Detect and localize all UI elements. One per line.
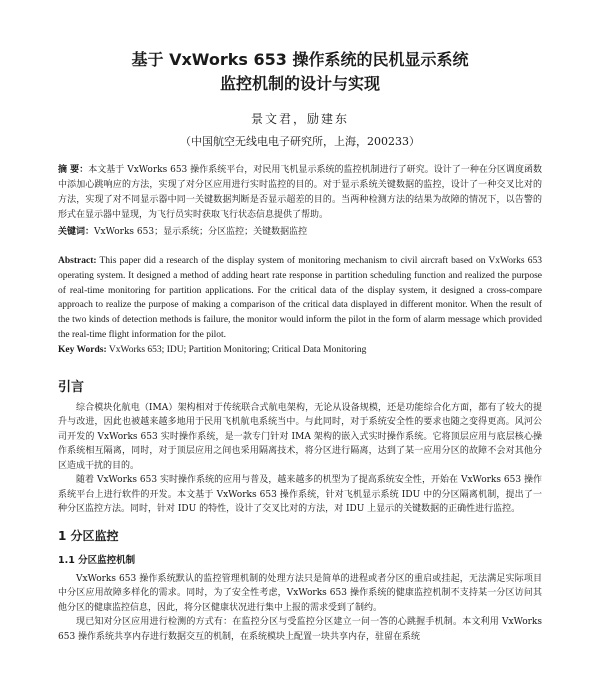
intro-paragraph-1: 综合模块化航电（IMA）架构相对于传统联合式航电架构，无论从设备规模，还是功能综合化方面，都有了较大的提升与改进，因此也被越来越多地用于民用飞机航电系统当中。与此同时，对于系统安全性的要求也随之变得更高。风河公司开发的 VxWorks 653 实时操作系统，是一款专门针对 IMA 架构的嵌入式实时操作系统。它将顶层应用与底层核心操作系统相互隔离，同时，对于顶层应用之间也采用隔离技术，将分区进行隔离，达到了某一应用分区的故障不会对其他分区造成干扰的目的。 — [58, 402, 542, 471]
keywords-cn — [58, 225, 542, 240]
authors: 景文君，励建东 — [250, 112, 349, 126]
section-1-1-paragraph-1: VxWorks 653 操作系统默认的监控管理机制的处理方法只是简单的进程或者分区的重启或挂起，无法满足实际项目中分区应用故障多样化的需求。同时，为了安全性考虑，VxWorks 653 操作系统的健康监控机制不支持某一分区访问其他分区的健康监控信息，因此，将分区健康状况进行集中上报的需求受到了制约。 — [58, 573, 542, 613]
title-line-2: 监控机制的设计与实现 — [219, 74, 380, 93]
keywords-en-text: VxWorks 653; IDU; Partition Monitoring; Critical Data Monitoring — [108, 344, 367, 355]
abstract-en — [58, 254, 542, 343]
paper-title — [58, 48, 542, 96]
keywords-en — [58, 343, 542, 358]
intro-paragraph-2: 随着 VxWorks 653 实时操作系统的应用与普及，越来越多的机型为了提高系统安全性，开始在 VxWorks 653 操作系统平台上进行软件的开发。本文基于 VxWorks 653 操作系统，针对飞机显示系统 IDU 中的分区隔离机制，提出了一种分区监控方法。同时，针对 IDU 的特性，设计了交叉比对的方法，对 IDU 上显示的关键数据的正确性进行监控。 — [58, 475, 542, 515]
section-1-1-paragraph-2: 现已知对分区应用进行检测的方式有：在监控分区与受监控分区建立一问一答的心跳握手机制。本文利用 VxWorks 653 操作系统共享内存进行数据交互的机制，在系统模块上配置一块共享内存，驻留在系统 — [58, 617, 542, 642]
abstract-en-label: Abstract: — [58, 256, 97, 266]
abstract-cn-text: 本文基于 VxWorks 653 操作系统平台，对民用飞机显示系统的监控机制进行了研究。设计了一种在分区调度函数中添加心跳响应的方法，实现了对分区应用进行实时监控的目的。对于显示系统关键数据的监控，设计了一种交叉比对的方法，实现了对不同显示器中同一关键数据判断是否显示超差的目的。当两种检测方法的结果为故障的情况下，以告警的形式在显示器中显现，为飞行员实时获取飞行状态信息提供了帮助。 — [58, 165, 542, 220]
intro-heading: 引言 — [58, 379, 85, 395]
title-line-1: 基于 VxWorks 653 操作系统的民机显示系统 — [131, 50, 469, 69]
abstract-en-text: This paper did a research of the display system of monitoring mechanism to civil aircraft based on VxWorks 653 operating system. It designed a method of adding heart rate response in partition scheduling function and realized the purpose of real-time monitoring for partition applications. For the critical data of the display system, it designed a cross-compare approach to realize the purpose of making a comparison of the critical data displayed in different monitor. When the result of the two kinds of detection methods is failure, the monitor would inform the pilot in the form of alarm message which provided the real-time flight information for the pilot. — [58, 256, 542, 340]
keywords-cn-label: 关键词： — [58, 227, 95, 237]
section-1-heading: 1 分区监控 — [58, 528, 119, 543]
abstract-cn-label: 摘 要： — [58, 165, 89, 175]
keywords-en-label: Key Words: — [58, 344, 107, 355]
affiliation: （中国航空无线电电子研究所，上海，200233） — [180, 135, 420, 148]
section-1-1-heading: 1.1 分区监控机制 — [58, 554, 136, 566]
keywords-cn-text: VxWorks 653；显示系统；分区监控；关键数据监控 — [94, 227, 308, 237]
abstract-cn — [58, 163, 542, 223]
